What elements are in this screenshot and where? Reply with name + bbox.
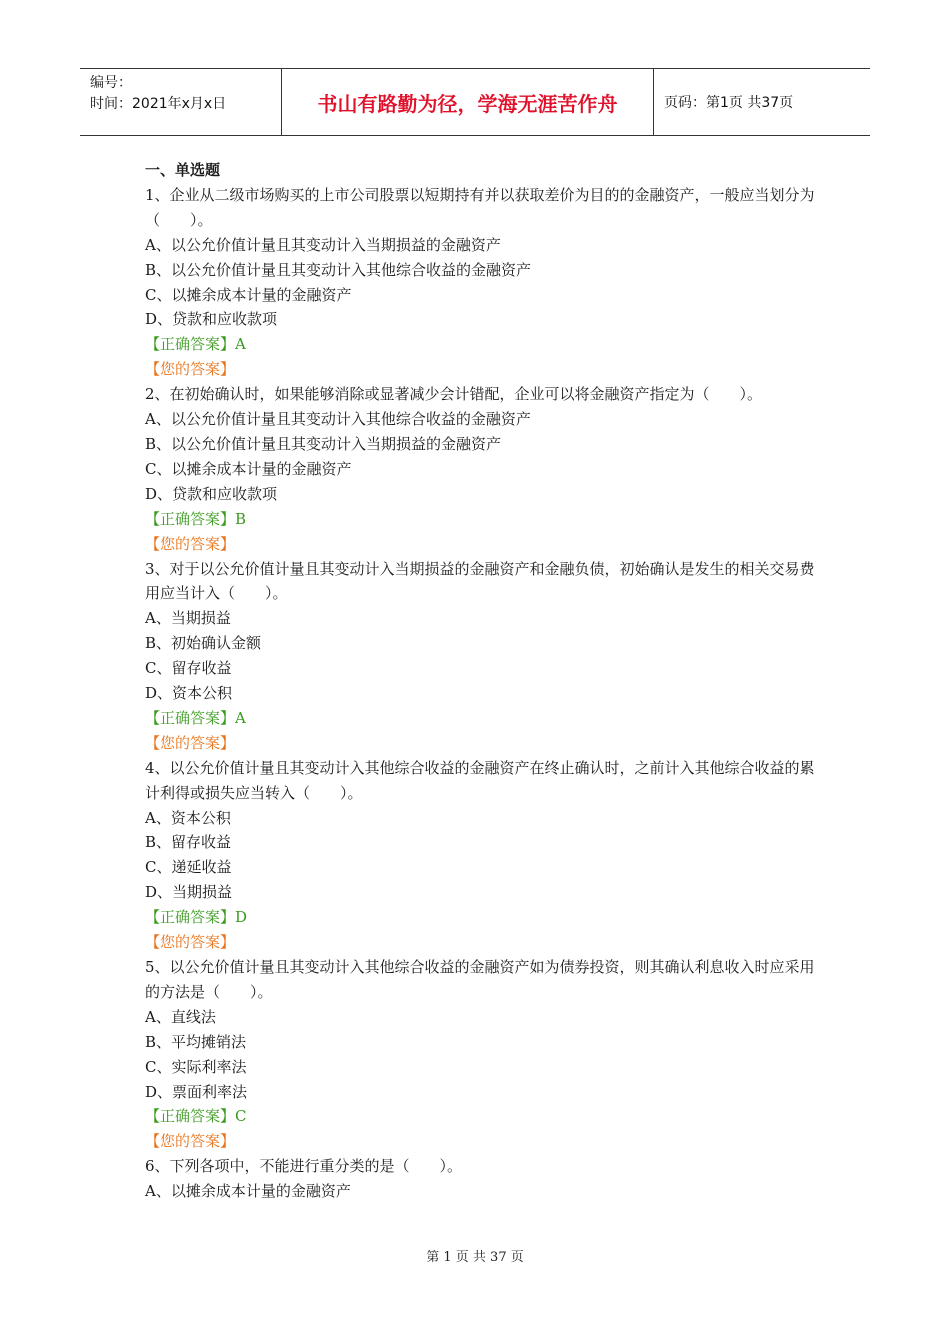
answer-option: C、以摊余成本计量的金融资产: [145, 459, 352, 478]
header-page-info: 页码：第1页 共37页: [664, 95, 794, 111]
correct-answer: 【正确答案】B: [145, 509, 247, 528]
answer-option: D、当期损益: [145, 883, 233, 902]
your-answer: 【您的答案】: [145, 1132, 236, 1151]
answer-option: D、票面利率法: [145, 1082, 248, 1101]
page-footer: 第 1 页 共 37 页: [426, 1250, 524, 1265]
page-header: [80, 68, 870, 136]
your-answer: 【您的答案】: [145, 534, 236, 553]
answer-option: C、留存收益: [145, 659, 232, 678]
question-block: [145, 557, 815, 756]
correct-answer: 【正确答案】D: [145, 908, 248, 927]
answer-option: B、以公允价值计量且其变动计入其他综合收益的金融资产: [145, 260, 532, 279]
answer-option: C、实际利率法: [145, 1057, 247, 1076]
answer-option: C、以摊余成本计量的金融资产: [145, 285, 352, 304]
question-stem: 3、对于以公允价值计量且其变动计入当期损益的金融资产和金融负债，初始确认是发生的相关交易费用应当计入（ ）。: [145, 559, 815, 603]
section-title: 一、单选题: [145, 161, 221, 179]
question-list: [145, 183, 815, 1204]
answer-option: B、以公允价值计量且其变动计入当期损益的金融资产: [145, 434, 502, 453]
answer-option: D、资本公积: [145, 684, 233, 703]
question-block: [145, 955, 815, 1154]
correct-answer: 【正确答案】A: [145, 335, 246, 354]
answer-option: A、当期损益: [145, 609, 231, 628]
answer-option: A、直线法: [145, 1007, 216, 1026]
question-stem: 6、下列各项中，不能进行重分类的是（ ）。: [145, 1157, 463, 1176]
answer-option: A、以摊余成本计量的金融资产: [145, 1182, 351, 1201]
answer-option: D、贷款和应收款项: [145, 484, 278, 503]
question-stem: 5、以公允价值计量且其变动计入其他综合收益的金融资产如为债券投资，则其确认利息收入时应采用的方法是（ ）。: [145, 958, 815, 1001]
document-body: [145, 158, 815, 1204]
number-label: 编号：: [90, 75, 132, 91]
answer-option: B、初始确认金额: [145, 634, 262, 653]
answer-option: A、以公允价值计量且其变动计入其他综合收益的金融资产: [145, 410, 531, 429]
question-stem: 2、在初始确认时，如果能够消除或显著减少会计错配，企业可以将金融资产指定为（ ）。: [145, 385, 763, 404]
answer-option: B、平均摊销法: [145, 1032, 247, 1051]
answer-option: C、递延收益: [145, 858, 232, 877]
question-block: [145, 183, 815, 382]
question-block: [145, 756, 815, 955]
answer-option: A、以公允价值计量且其变动计入当期损益的金融资产: [145, 235, 501, 254]
question-stem: 4、以公允价值计量且其变动计入其他综合收益的金融资产在终止确认时，之前计入其他综合收益的累计利得或损失应当转入（ ）。: [145, 758, 815, 802]
question-stem: 1、企业从二级市场购买的上市公司股票以短期持有并以获取差价为目的的金融资产，一般应当划分为（ ）。: [145, 185, 815, 229]
your-answer: 【您的答案】: [145, 733, 236, 752]
correct-answer: 【正确答案】C: [145, 1107, 247, 1126]
correct-answer: 【正确答案】A: [145, 708, 246, 727]
answer-option: D、贷款和应收款项: [145, 310, 278, 329]
question-block: [145, 382, 815, 556]
answer-option: A、资本公积: [145, 808, 231, 827]
header-meta: [80, 69, 282, 135]
your-answer: 【您的答案】: [145, 933, 236, 952]
question-block: [145, 1154, 815, 1204]
time-label: 时间：2021年x月x日: [90, 96, 227, 112]
header-motto: 书山有路勤为径，学海无涯苦作舟: [282, 69, 654, 135]
answer-option: B、留存收益: [145, 833, 232, 852]
your-answer: 【您的答案】: [145, 360, 236, 379]
